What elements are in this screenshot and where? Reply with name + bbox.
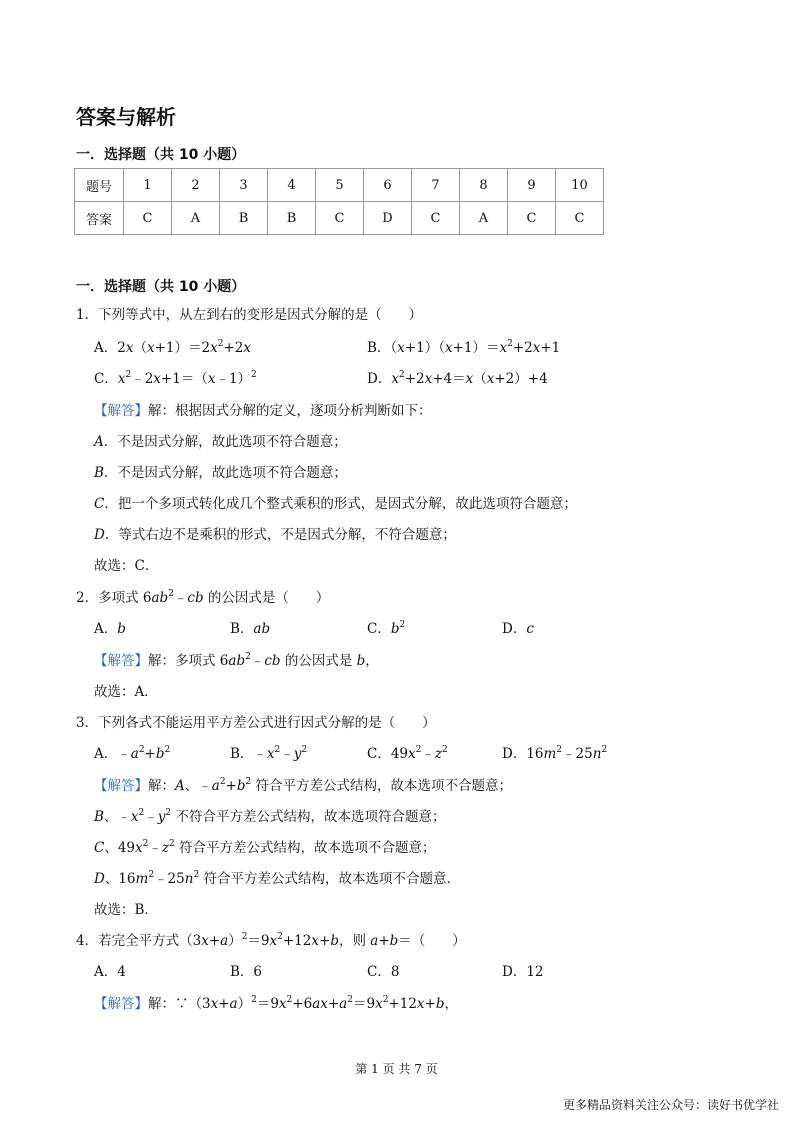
q2-solution: 【解答】解：多项式 $6ab^2﹣cb$ 的公因式是 b， <box>94 652 379 669</box>
table-cell: B <box>220 202 268 235</box>
table-cell: A <box>460 202 508 235</box>
table-cell: 7 <box>412 169 460 202</box>
q1-analysis-c: C．把一个多项式转化成几个整式乘积的形式，是因式分解，故此选项符合题意； <box>94 496 577 512</box>
page-title: 答案与解析 <box>76 105 176 129</box>
question-1: 1．下列等式中，从左到右的变形是因式分解的是（ ） <box>76 307 423 323</box>
table-cell: 5 <box>316 169 364 202</box>
q1-option-c: C．$x^2﹣2x+1=(x﹣1)^2$ <box>94 370 257 387</box>
q3-option-d: D．$16m^2﹣25n^2$ <box>502 745 608 762</box>
table-cell: A <box>172 202 220 235</box>
section-heading: 一．选择题（共 10 小题） <box>76 147 246 163</box>
q1-analysis-d: D．等式右边不是乘积的形式，不是因式分解，不符合题意； <box>94 527 456 543</box>
table-cell: 4 <box>268 169 316 202</box>
q4-option-c: C．8 <box>367 964 400 980</box>
q2-choose: 故选：A． <box>94 684 158 700</box>
q3-choose: 故选：B． <box>94 902 158 918</box>
q3-analysis-b: B、$﹣x^2﹣y^2$ 不符合平方差公式结构，故本选项符合题意； <box>94 808 446 825</box>
table-cell: B <box>268 202 316 235</box>
q3-solution: 【解答】解：A、$﹣a^2+b^2$ 符合平方差公式结构，故本选项不合题意； <box>94 777 513 794</box>
q2-option-a: A．b <box>94 621 126 637</box>
promo-text: 更多精品资料关注公众号：读好书优学社 <box>562 1098 779 1112</box>
table-cell: 8 <box>460 169 508 202</box>
q3-option-c: C．$49x^2﹣z^2$ <box>367 745 448 762</box>
q4-solution: 【解答】解：$\because(3x+a)^2=9x^2+6ax+a^2=9x^2+12x+b$， <box>94 995 459 1012</box>
q1-analysis-b: B．不是因式分解，故此选项不符合题意； <box>94 465 347 481</box>
question-2: 2．多项式 $6ab^2﹣cb$ 的公因式是（ ） <box>76 589 330 606</box>
section-heading-2: 一．选择题（共 10 小题） <box>76 279 246 295</box>
q1-solution: 【解答】解：根据因式分解的定义，逐项分析判断如下： <box>94 403 432 419</box>
q1-option-a: A．$2x(x+1)=2x^2+2x$ <box>94 339 251 356</box>
table-header-label: 题号 <box>75 169 124 202</box>
q2-option-d: D．c <box>502 621 534 637</box>
table-cell: C <box>124 202 172 235</box>
page-footer: 第 1 页 共 7 页 <box>355 1062 438 1076</box>
q4-option-d: D．12 <box>502 964 544 980</box>
q1-option-b: B．$(x+1)(x+1)=x^2+2x+1$ <box>367 339 561 356</box>
question-4: 4．若完全平方式$(3x+a)^2=9x^2+12x+b$，则 a+b＝（ ） <box>76 932 466 949</box>
table-cell: 10 <box>556 169 604 202</box>
q1-option-d: D．$x^2+2x+4=x(x+2)+4$ <box>367 370 548 387</box>
q3-analysis-d: D、$16m^2﹣25n^2$ 符合平方差公式结构，故本选项不合题意． <box>94 870 460 887</box>
table-cell: 6 <box>364 169 412 202</box>
q3-option-a: A．$﹣a^2+b^2$ <box>94 745 171 762</box>
q1-choose: 故选：C． <box>94 558 159 574</box>
q4-option-a: A．4 <box>94 964 126 980</box>
table-cell: 9 <box>508 169 556 202</box>
q2-option-c: C．$b^2$ <box>367 620 406 637</box>
q3-analysis-c: C、$49x^2﹣z^2$ 符合平方差公式结构，故本选项不合题意； <box>94 839 436 856</box>
table-row-numbers <box>75 169 604 202</box>
table-cell: C <box>556 202 604 235</box>
q4-option-b: B．6 <box>230 964 263 980</box>
table-cell: 1 <box>124 169 172 202</box>
question-3: 3．下列各式不能运用平方差公式进行因式分解的是（ ） <box>76 715 436 731</box>
table-cell: C <box>316 202 364 235</box>
table-cell: D <box>364 202 412 235</box>
answer-table <box>74 168 604 235</box>
q2-option-b: B．ab <box>230 621 271 637</box>
table-cell: 3 <box>220 169 268 202</box>
table-row-answers <box>75 202 604 235</box>
table-cell: C <box>508 202 556 235</box>
q1-analysis-a: A．不是因式分解，故此选项不符合题意； <box>94 434 347 450</box>
table-cell: C <box>412 202 460 235</box>
table-cell: 2 <box>172 169 220 202</box>
q3-option-b: B．$﹣x^2﹣y^2$ <box>230 745 308 762</box>
table-answer-label: 答案 <box>75 202 124 235</box>
